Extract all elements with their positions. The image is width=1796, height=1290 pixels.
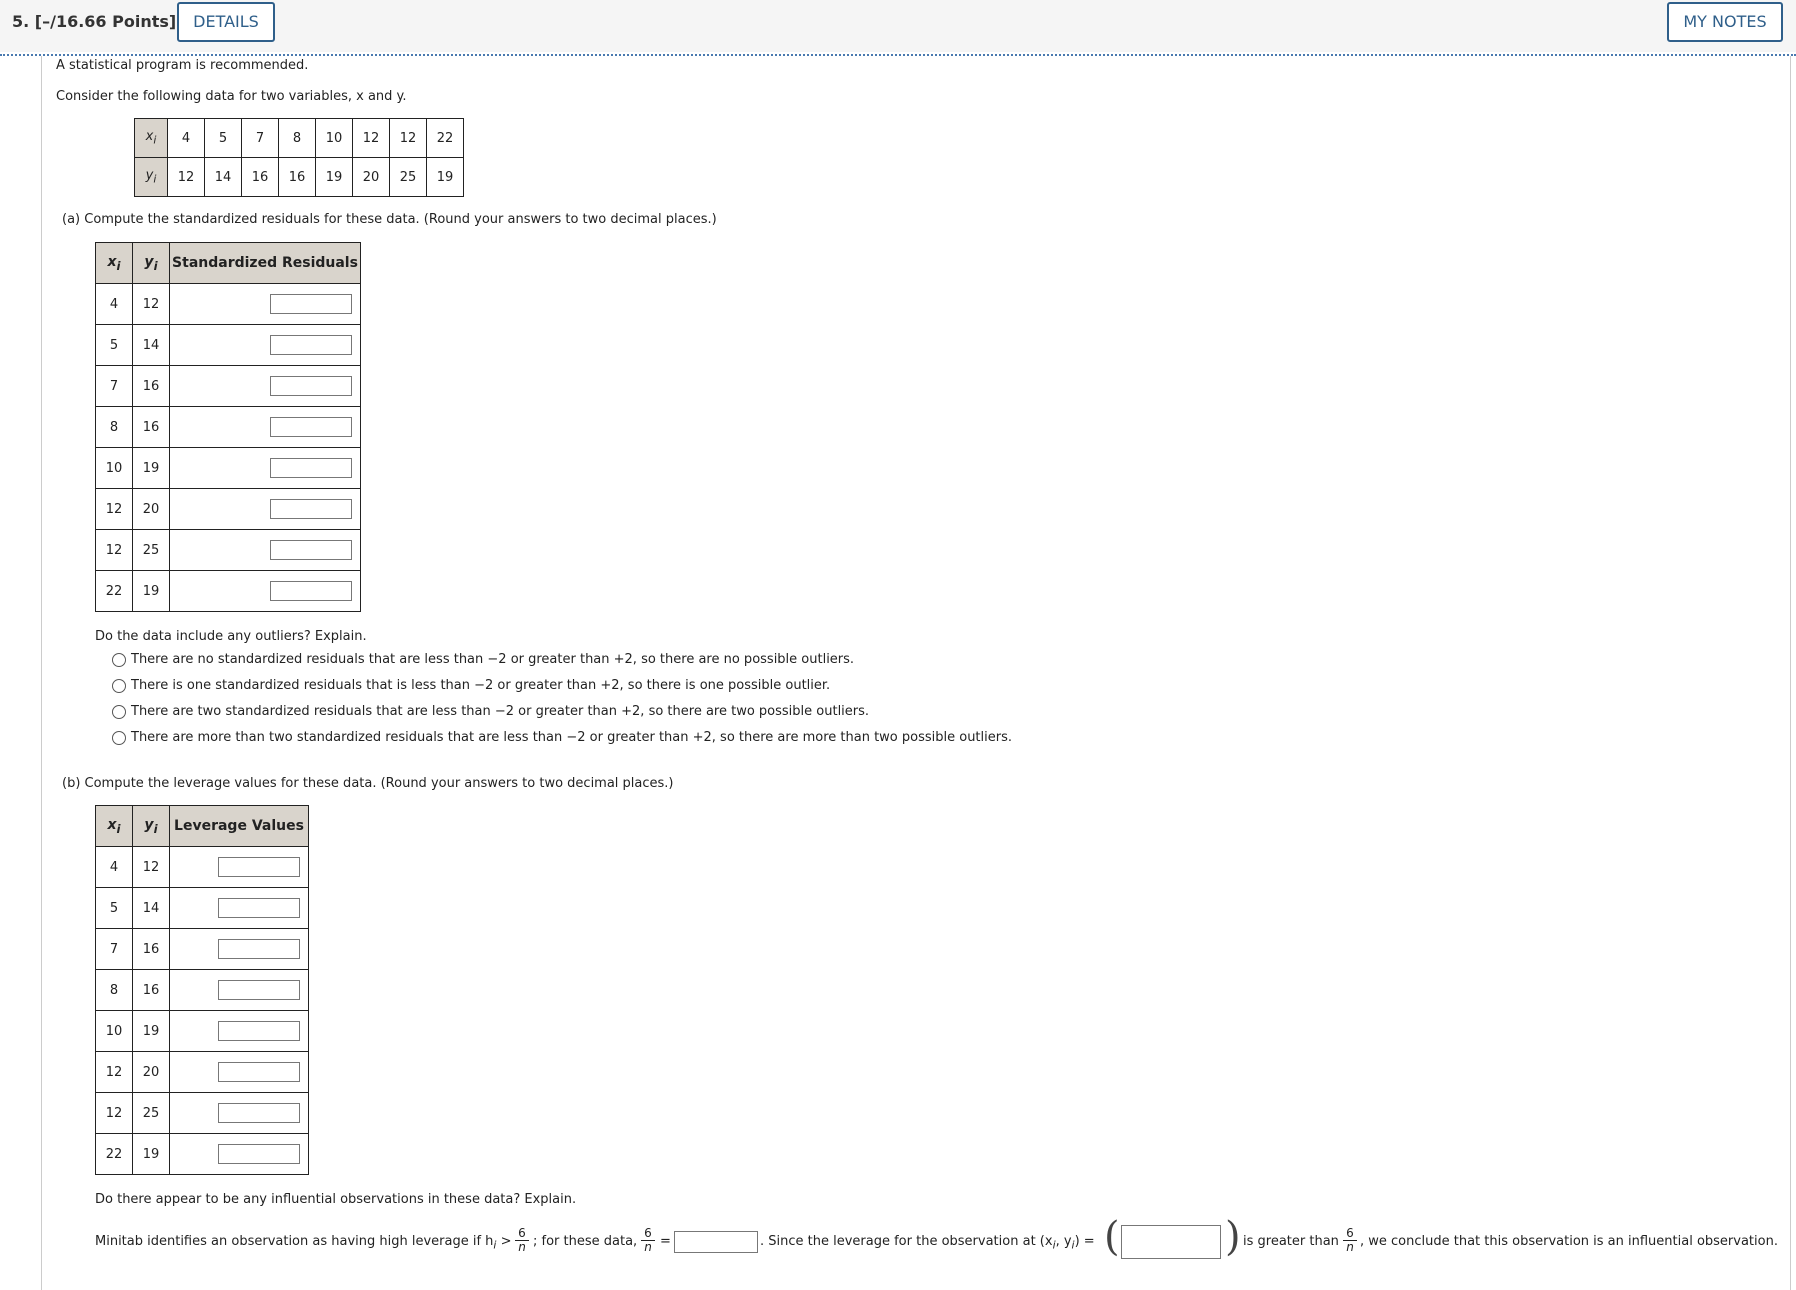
y-cell: 16 [133, 407, 170, 448]
col-y-header: $y_i$ [133, 243, 170, 284]
consider-text: Consider the following data for two variables, x and y. [56, 89, 407, 104]
outlier-option-radio[interactable] [112, 731, 126, 745]
answer-cell [170, 1093, 309, 1134]
x-cell: 4 [96, 284, 133, 325]
x-cell: 12 [96, 1093, 133, 1134]
fraction-6-over-n: $\frac{6}{n}$ [641, 1227, 655, 1254]
y-value: 14 [205, 158, 242, 197]
table-row [96, 489, 361, 530]
outlier-option-radio[interactable] [112, 705, 126, 719]
answer-cell [170, 929, 309, 970]
table-row [96, 571, 361, 612]
table-row [96, 1093, 309, 1134]
table-row [96, 1052, 309, 1093]
leverage-input[interactable] [218, 1103, 300, 1123]
x-cell: 5 [96, 888, 133, 929]
residual-input[interactable] [270, 540, 352, 560]
x-cell: 4 [96, 847, 133, 888]
leverage-input[interactable] [218, 857, 300, 877]
right-paren: ) [1225, 1214, 1241, 1260]
y-cell: 12 [133, 847, 170, 888]
y-cell: 14 [133, 888, 170, 929]
outlier-option-label[interactable]: There are two standardized residuals that are less than −2 or greater than +2, so there are two possible outliers. [131, 704, 870, 719]
y-cell: 19 [133, 448, 170, 489]
leverage-input[interactable] [218, 1021, 300, 1041]
data-table-x-row [135, 119, 464, 158]
x-cell: 12 [96, 1052, 133, 1093]
leverage-table [95, 805, 309, 1175]
x-cell: 5 [96, 325, 133, 366]
table-row [96, 448, 361, 489]
table-row [96, 1011, 309, 1052]
table-row [96, 1134, 309, 1175]
answer-cell [170, 530, 361, 571]
leverage-input[interactable] [218, 1144, 300, 1164]
x-cell: 22 [96, 1134, 133, 1175]
residual-input[interactable] [270, 417, 352, 437]
y-value: 25 [390, 158, 427, 197]
y-cell: 19 [133, 571, 170, 612]
residual-input[interactable] [270, 294, 352, 314]
table-row [96, 530, 361, 571]
fraction-6-over-n: $\frac{6}{n}$ [1343, 1227, 1357, 1254]
col-x-header: $x_i$ [96, 243, 133, 284]
x-cell: 22 [96, 571, 133, 612]
residual-input[interactable] [270, 335, 352, 355]
content-left-border [41, 56, 42, 1290]
answer-cell [170, 448, 361, 489]
x-cell: 7 [96, 366, 133, 407]
x-cell: 12 [96, 530, 133, 571]
sentence-part-3: . Since the leverage for the observation at ($x_i$, $y_i$) = [760, 1234, 1095, 1252]
data-table-y-row [135, 158, 464, 197]
leverage-input[interactable] [218, 939, 300, 959]
answer-cell [170, 366, 361, 407]
leverage-input[interactable] [218, 980, 300, 1000]
answer-cell [170, 847, 309, 888]
table-row [96, 366, 361, 407]
y-label-cell: $y_i$ [135, 158, 168, 197]
table-row [96, 284, 361, 325]
col-x-header: $x_i$ [96, 806, 133, 847]
y-value: 16 [279, 158, 316, 197]
part-a-prompt: (a) Compute the standardized residuals for these data. (Round your answers to two decimal places.) [62, 212, 717, 227]
influence-question: Do there appear to be any influential observations in these data? Explain. [95, 1192, 577, 1207]
outlier-option-label[interactable]: There are more than two standardized residuals that are less than −2 or greater than +2, so there are more than two possible outliers. [131, 730, 1012, 745]
y-value: 20 [353, 158, 390, 197]
part-b-prompt: (b) Compute the leverage values for these data. (Round your answers to two decimal places.) [62, 776, 674, 791]
residual-input[interactable] [270, 458, 352, 478]
y-cell: 19 [133, 1134, 170, 1175]
x-cell: 10 [96, 448, 133, 489]
x-value: 12 [390, 119, 427, 158]
outlier-option-label[interactable]: There is one standardized residuals that is less than −2 or greater than +2, so there is one possible outlier. [131, 678, 831, 693]
answer-cell [170, 284, 361, 325]
x-cell: 8 [96, 407, 133, 448]
y-cell: 16 [133, 366, 170, 407]
residuals-table [95, 242, 361, 612]
answer-cell [170, 1052, 309, 1093]
x-value: 7 [242, 119, 279, 158]
data-table [134, 118, 464, 197]
threshold-input[interactable] [674, 1231, 758, 1253]
y-value: 16 [242, 158, 279, 197]
table-row [96, 847, 309, 888]
col-y-header: $y_i$ [133, 806, 170, 847]
y-cell: 20 [133, 489, 170, 530]
y-value: 19 [316, 158, 353, 197]
x-value: 4 [168, 119, 205, 158]
answer-cell [170, 1134, 309, 1175]
table-row [96, 888, 309, 929]
x-value: 12 [353, 119, 390, 158]
observation-input[interactable] [1121, 1225, 1221, 1259]
y-cell: 25 [133, 530, 170, 571]
recommend-text: A statistical program is recommended. [56, 58, 309, 73]
standardized-residuals-header: Standardized Residuals [170, 243, 361, 284]
x-cell: 10 [96, 1011, 133, 1052]
answer-cell [170, 970, 309, 1011]
outlier-option-radio[interactable] [112, 679, 126, 693]
residual-input[interactable] [270, 581, 352, 601]
y-cell: 12 [133, 284, 170, 325]
x-cell: 8 [96, 970, 133, 1011]
x-value: 8 [279, 119, 316, 158]
answer-cell [170, 325, 361, 366]
y-value: 12 [168, 158, 205, 197]
y-value: 19 [427, 158, 464, 197]
residual-input[interactable] [270, 499, 352, 519]
sentence-part-1: Minitab identifies an observation as having high leverage if $h_i$ > [95, 1234, 512, 1252]
answer-cell [170, 1011, 309, 1052]
my-notes-button[interactable]: MY NOTES [1667, 2, 1783, 42]
content-right-border [1790, 56, 1791, 1290]
sentence-part-4: is greater than [1243, 1234, 1339, 1249]
outlier-option-label[interactable]: There are no standardized residuals that are less than −2 or greater than +2, so there are no possible outliers. [131, 652, 855, 667]
answer-cell [170, 571, 361, 612]
answer-cell [170, 489, 361, 530]
leverage-input[interactable] [218, 898, 300, 918]
y-cell: 16 [133, 929, 170, 970]
residual-input[interactable] [270, 376, 352, 396]
outlier-option-radio[interactable] [112, 653, 126, 667]
y-cell: 16 [133, 970, 170, 1011]
table-row [96, 929, 309, 970]
x-value: 10 [316, 119, 353, 158]
details-button[interactable]: DETAILS [177, 2, 275, 42]
table-row [96, 970, 309, 1011]
y-cell: 20 [133, 1052, 170, 1093]
leverage-values-header: Leverage Values [170, 806, 309, 847]
sentence-part-5: , we conclude that this observation is an influential observation. [1360, 1234, 1778, 1249]
table-row [96, 407, 361, 448]
y-cell: 19 [133, 1011, 170, 1052]
x-value: 22 [427, 119, 464, 158]
table-row [96, 325, 361, 366]
y-cell: 25 [133, 1093, 170, 1134]
x-value: 5 [205, 119, 242, 158]
answer-cell [170, 407, 361, 448]
leverage-input[interactable] [218, 1062, 300, 1082]
question-header [0, 0, 1796, 52]
equals-sign: = [660, 1234, 671, 1249]
x-label-cell: $x_i$ [135, 119, 168, 158]
y-cell: 14 [133, 325, 170, 366]
question-points-title: 5. [–/16.66 Points] [12, 12, 177, 31]
x-cell: 12 [96, 489, 133, 530]
fraction-6-over-n: $\frac{6}{n}$ [515, 1227, 529, 1254]
outlier-question: Do the data include any outliers? Explain. [95, 629, 367, 644]
answer-cell [170, 888, 309, 929]
header-divider [0, 54, 1796, 56]
sentence-part-2: ; for these data, [533, 1234, 638, 1249]
x-cell: 7 [96, 929, 133, 970]
left-paren: ( [1104, 1214, 1120, 1260]
